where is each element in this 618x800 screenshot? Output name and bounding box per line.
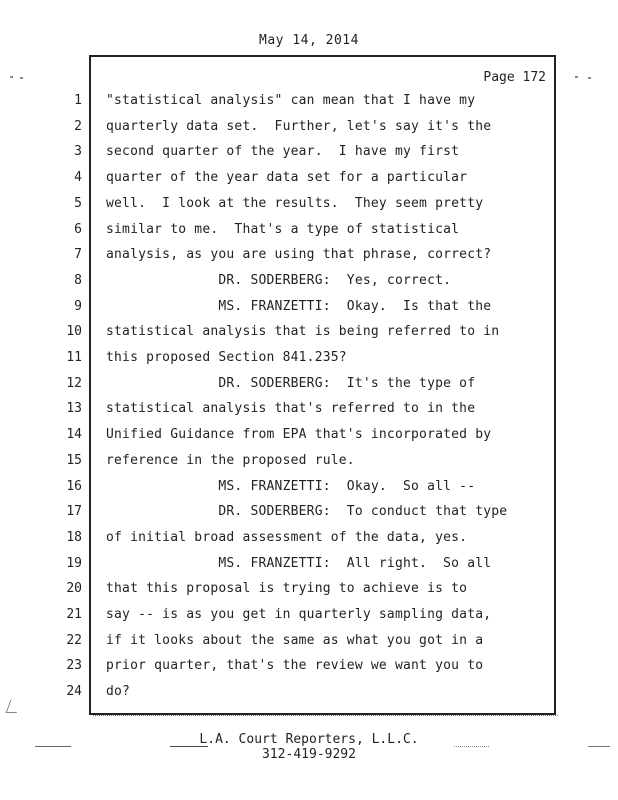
line-number: 5	[74, 196, 82, 211]
frame-bottom-shadow	[93, 715, 558, 719]
transcript-line-text: MS. FRANZETTI: All right. So all	[106, 556, 492, 571]
line-number: 11	[66, 350, 82, 365]
line-number: 17	[66, 504, 82, 519]
line-number: 2	[74, 119, 82, 134]
transcript-line-text: DR. SODERBERG: Yes, correct.	[106, 273, 452, 288]
scan-artifact	[10, 76, 13, 78]
transcript-line-text: second quarter of the year. I have my first	[106, 144, 460, 159]
transcript-line-text: that this proposal is trying to achieve is to	[106, 581, 468, 596]
transcript-line-text: statistical analysis that's referred to in the	[106, 401, 476, 416]
transcript-line-text: similar to me. That's a type of statistical	[106, 222, 460, 237]
line-number: 10	[66, 324, 82, 339]
line-number: 15	[66, 453, 82, 468]
transcript-line-text: if it looks about the same as what you got in a	[106, 633, 484, 648]
line-number: 4	[74, 170, 82, 185]
transcript-line-text: reference in the proposed rule.	[106, 453, 355, 468]
line-number: 24	[66, 684, 82, 699]
transcript-line-text: analysis, as you are using that phrase, correct?	[106, 247, 492, 262]
line-number: 18	[66, 530, 82, 545]
line-number: 1	[74, 93, 82, 108]
transcript-line-text: quarterly data set. Further, let's say it's the	[106, 119, 492, 134]
line-number: 12	[66, 376, 82, 391]
transcript-line-text: this proposed Section 841.235?	[106, 350, 347, 365]
transcript-line-text: of initial broad assessment of the data, yes.	[106, 530, 468, 545]
transcript-line-text: MS. FRANZETTI: Okay. So all --	[106, 479, 476, 494]
transcript-line-text: well. I look at the results. They seem pretty	[106, 196, 484, 211]
scan-artifact	[20, 77, 23, 79]
scan-artifact	[6, 700, 22, 713]
transcript-line-text: quarter of the year data set for a particular	[106, 170, 468, 185]
line-number: 23	[66, 658, 82, 673]
transcript-line-text: "statistical analysis" can mean that I have my	[106, 93, 476, 108]
transcript-line-text: MS. FRANZETTI: Okay. Is that the	[106, 299, 492, 314]
transcript-line-text: say -- is as you get in quarterly sampling data,	[106, 607, 492, 622]
scan-artifact	[575, 76, 578, 78]
transcript-line-text: DR. SODERBERG: It's the type of	[106, 376, 476, 391]
scan-artifact	[588, 77, 591, 79]
line-number: 6	[74, 222, 82, 237]
line-number: 20	[66, 581, 82, 596]
page-number: Page 172	[483, 70, 546, 85]
transcript-line-text: DR. SODERBERG: To conduct that type	[106, 504, 508, 519]
transcript-line-text: statistical analysis that is being referred to in	[106, 324, 500, 339]
transcript-line-text: Unified Guidance from EPA that's incorporated by	[106, 427, 492, 442]
line-number: 7	[74, 247, 82, 262]
line-number: 22	[66, 633, 82, 648]
line-number: 16	[66, 479, 82, 494]
line-number: 8	[74, 273, 82, 288]
line-number: 3	[74, 144, 82, 159]
header-date: May 14, 2014	[259, 33, 359, 48]
line-number: 13	[66, 401, 82, 416]
transcript-line-text: do?	[106, 684, 131, 699]
line-number: 9	[74, 299, 82, 314]
line-number: 21	[66, 607, 82, 622]
footer-reporter-name: L.A. Court Reporters, L.L.C.	[199, 732, 419, 747]
line-number: 19	[66, 556, 82, 571]
transcript-line-text: prior quarter, that's the review we want you to	[106, 658, 484, 673]
footer-reporter-phone: 312-419-9292	[262, 747, 356, 762]
line-number: 14	[66, 427, 82, 442]
